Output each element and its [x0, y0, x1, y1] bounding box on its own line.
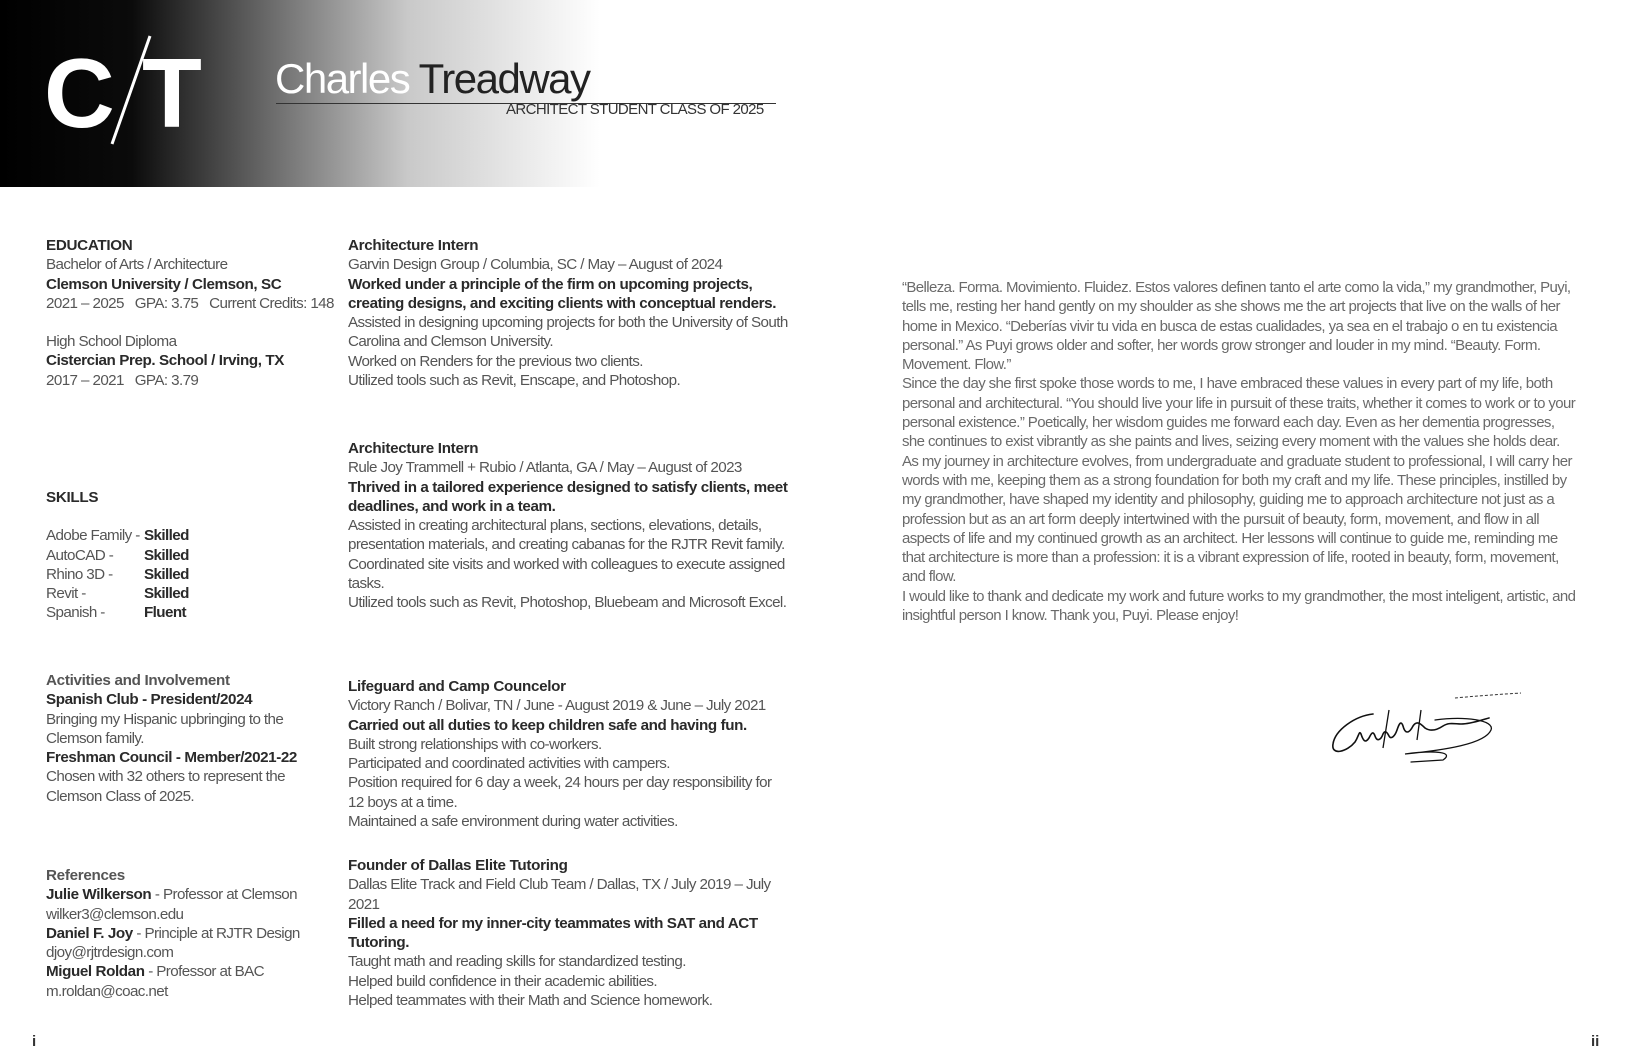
club-2-description: Chosen with 32 others to represent the Clemson Class of 2025. — [46, 768, 285, 805]
job-bullet: Assisted in creating architectural plans, sections, elevations, details, presentation materials, and creating cabanas for the RJTR Revit family. — [348, 517, 785, 554]
skills-section — [46, 488, 336, 623]
reference-role: - Principle at RJTR Design — [132, 924, 300, 942]
job-bullet: Built strong relationships with co-workers. — [348, 735, 602, 753]
job-bullet: Helped teammates with their Math and Science homework. — [348, 992, 713, 1010]
reference-name: Daniel F. Joy — [46, 924, 133, 942]
reference-item — [46, 962, 336, 981]
skill-level: Skilled — [144, 546, 189, 564]
job-bullet: Utilized tools such as Revit, Enscape, and Photoshop. — [348, 372, 681, 390]
experience-entry — [348, 856, 788, 1010]
experience-entry — [348, 236, 788, 390]
skill-level: Skilled — [144, 527, 189, 545]
education-heading: EDUCATION — [46, 237, 133, 254]
job-summary: Filled a need for my inner-city teammates with SAT and ACT Tutoring. — [348, 914, 758, 952]
activities-heading: Activities and Involvement — [46, 672, 230, 689]
job-place: Victory Ranch / Bolivar, TN / June - August 2019 & June – July 2021 — [348, 697, 766, 715]
details-2: 2017 – 2021 GPA: 3.79 — [46, 371, 199, 389]
club-1-role: - President/2024 — [138, 691, 253, 709]
job-bullet: Coordinated site visits and worked with colleagues to execute assigned tasks. — [348, 555, 785, 593]
experience-entry — [348, 677, 788, 831]
skill-level: Skilled — [144, 565, 189, 583]
reference-name: Julie Wilkerson — [46, 886, 152, 904]
skill-row — [46, 584, 336, 603]
degree-2: High School Diploma — [46, 333, 177, 351]
letter-column — [902, 278, 1578, 625]
letter-paragraph: I would like to thank and dedicate my work and future works to my grandmother, the most inteligent, artistic, and insightful person I know. Thank you, Puyi. Please enjoy! — [902, 587, 1576, 625]
reference-role: - Professor at Clemson — [151, 886, 298, 904]
education-section — [46, 236, 336, 390]
job-summary: Worked under a principle of the firm on upcoming projects, creating designs, and exciting clients with conceptual renders. — [348, 275, 777, 312]
letter-paragraph: “Belleza. Forma. Movimiento. Fluidez. Estos valores definen tanto el arte como la vida,” my grandmother, Puyi, tells me, resting her hand gently on my shoulder as she shows me the art projects that live on the walls of her home in Mexico. “Deberías vivir tu vida en busca de estas cualidades, ya sea en el trabajo o en tu existencia personal.” As Puyi grows older and softer, her words grow stronger and louder in my mind. “Beauty. Form. Movement. Flow.” — [902, 279, 1571, 374]
reference-item — [46, 924, 336, 943]
degree-1: Bachelor of Arts / Architecture — [46, 256, 228, 274]
job-title: Architecture Intern — [348, 440, 479, 457]
skill-level: Fluent — [144, 604, 186, 622]
club-2-name: Freshman Council — [46, 749, 173, 767]
club-1-description: Bringing my Hispanic upbringing to the Clemson family. — [46, 710, 284, 747]
letter-paragraph: Since the day she first spoke those words to me, I have embraced these values in every part of my life, both personal and architectural. “You should live your life in pursuit of these traits, whether it comes to work or to your personal existence.” Poetically, her wisdom guides me forward each day. Even as her dementia progresses, she continues to exist vibrantly as she paints and lives, seizing every moment with the values she holds dear. — [902, 375, 1576, 451]
school-1: Clemson University / Clemson, SC — [46, 275, 282, 293]
job-summary: Carried out all duties to keep children safe and having fun. — [348, 716, 747, 734]
letter-paragraph: As my journey in architecture evolves, from undergraduate and graduate student to professional, I will carry her words with me, keeping them as a strong foundation for both my craft and my life. These principles, instilled by my grandmother, have shaped my identity and philosophy, guiding me to approach architecture not just as a profession but as an art form deeply intertwined with the pursuit of beauty, form, movement, and flow in all aspects of life and my continued growth as an architect. Her lessons will continue to guide me, reminding me that architecture is more than a profession: it is a vibrant expression of life, rooted in beauty, form, movement, and flow. — [902, 452, 1572, 586]
page-number-left: i — [32, 1033, 37, 1050]
skill-name: AutoCAD - — [46, 546, 114, 564]
job-bullet: Taught math and reading skills for standardized testing. — [348, 953, 686, 971]
monogram-t: T — [142, 38, 204, 148]
skill-name: Revit - — [46, 585, 86, 603]
skill-row — [46, 546, 336, 565]
job-bullet: Assisted in designing upcoming projects for both the University of South Carolina and Clemson University. — [348, 314, 788, 351]
skill-row — [46, 565, 336, 584]
skill-level: Skilled — [144, 585, 189, 603]
reference-email: djoy@rjtrdesign.com — [46, 944, 174, 962]
job-place: Rule Joy Trammell + Rubio / Atlanta, GA / May – August of 2023 — [348, 459, 742, 477]
first-name: Charles — [275, 55, 410, 102]
job-title: Lifeguard and Camp Councelor — [348, 678, 566, 695]
skill-row — [46, 603, 336, 622]
subtitle: ARCHITECT STUDENT CLASS OF 2025 — [506, 101, 764, 118]
skill-name: Rhino 3D - — [46, 565, 113, 583]
references-section — [46, 866, 336, 1001]
job-bullet: Utilized tools such as Revit, Photoshop, Bluebeam and Microsoft Excel. — [348, 594, 787, 612]
job-place: Garvin Design Group / Columbia, SC / May – August of 2024 — [348, 256, 723, 274]
last-name: Treadway — [418, 55, 590, 102]
job-bullet: Position required for 6 day a week, 24 hours per day responsibility for 12 boys at a time. — [348, 774, 772, 811]
job-title: Architecture Intern — [348, 237, 479, 254]
monogram-c: C — [44, 38, 117, 148]
job-summary: Thrived in a tailored experience designed to satisfy clients, meet deadlines, and work in a team. — [348, 478, 788, 515]
signature-image — [1325, 690, 1525, 770]
references-heading: References — [46, 867, 125, 884]
reference-email: wilker3@clemson.edu — [46, 905, 184, 923]
activities-section — [46, 671, 326, 806]
experience-entry — [348, 439, 788, 613]
job-bullet: Worked on Renders for the previous two clients. — [348, 352, 643, 370]
job-bullet: Participated and coordinated activities with campers. — [348, 755, 670, 773]
job-place: Dallas Elite Track and Field Club Team / Dallas, TX / July 2019 – July 2021 — [348, 876, 771, 913]
skill-name: Spanish - — [46, 604, 105, 622]
reference-item — [46, 885, 336, 904]
reference-email: m.roldan@coac.net — [46, 982, 168, 1000]
school-2: Cistercian Prep. School / Irving, TX — [46, 352, 284, 370]
details-1: 2021 – 2025 GPA: 3.75 Current Credits: 148 — [46, 294, 334, 312]
job-bullet: Helped build confidence in their academic abilities. — [348, 972, 658, 990]
job-title: Founder of Dallas Elite Tutoring — [348, 857, 568, 874]
page-number-right: ii — [1591, 1033, 1600, 1050]
skills-heading: SKILLS — [46, 489, 99, 506]
page-title — [275, 55, 590, 103]
reference-name: Miguel Roldan — [46, 963, 145, 981]
job-bullet: Maintained a safe environment during water activities. — [348, 813, 678, 831]
skill-row — [46, 526, 336, 545]
reference-role: - Professor at BAC — [144, 963, 264, 981]
club-1-name: Spanish Club — [46, 691, 139, 709]
club-2-role: - Member/2021-22 — [172, 749, 297, 767]
skill-name: Adobe Family - — [46, 527, 140, 545]
